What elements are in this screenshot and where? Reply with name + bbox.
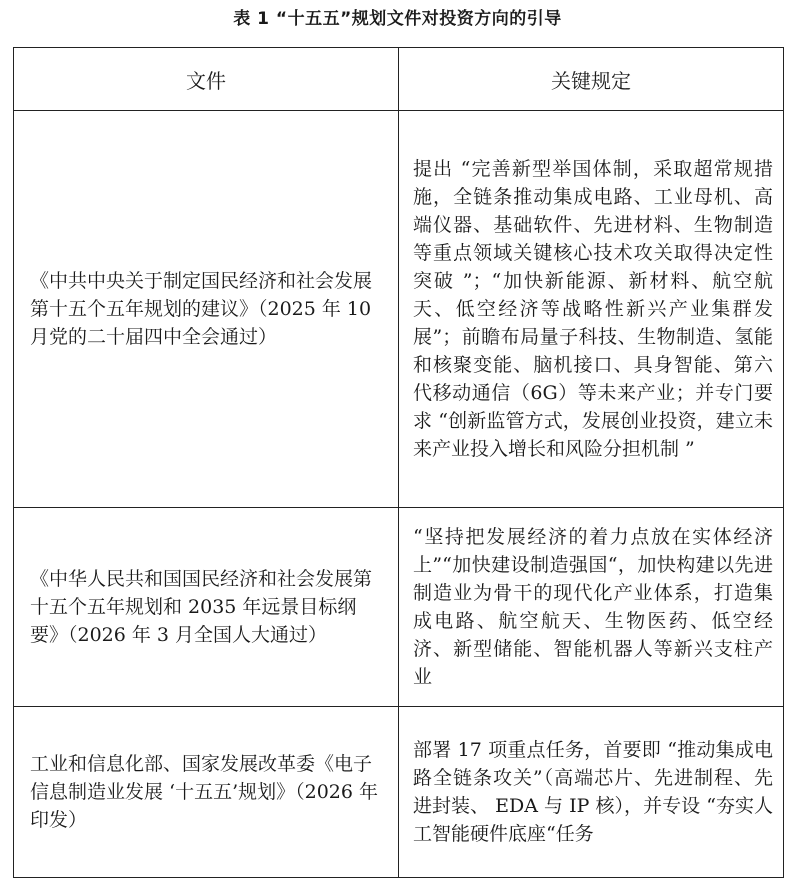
table-row (14, 111, 784, 508)
provisions-text: 部署 17 项重点任务，首要即 “推动集成电路全链条攻关”（高端芯片、先进制程、先进封装、 EDA 与 IP 核），并专设 “夯实人工智能硬件底座“任务 (413, 739, 773, 845)
document-cell: 《中华人民共和国国民经济和社会发展第十五个五年规划和 2035 年远景目标纲要》（2026 年 3 月全国人大通过） (14, 508, 399, 707)
column-header-document: 文件 (14, 48, 399, 111)
provisions-text: 提出 “完善新型举国体制，采取超常规措施，全链条推动集成电路、工业母机、高端仪器、基础软件、先进材料、生物制造等重点领域关键核心技术攻关取得决定性突破 ”；“加快新能源、新材料、航空航天、低空经济等战略性新兴产业集群发展”；前瞻布局量子科技、生物制造、氢能和核聚变能、脑机接口、具身智能、第六代移动通信（6G）等未来产业；并专门要求 “创新监管方式，发展创业投资，建立未来产业投入增长和风险分担机制 ” (413, 158, 773, 460)
provisions-cell (399, 508, 784, 707)
policy-table (13, 47, 784, 878)
provisions-cell (399, 707, 784, 878)
column-header-provisions: 关键规定 (399, 48, 784, 111)
table-header-row (14, 48, 784, 111)
document-cell: 《中共中央关于制定国民经济和社会发展第十五个五年规划的建议》（2025 年 10 月党的二十届四中全会通过） (14, 111, 399, 508)
table-row (14, 707, 784, 878)
document-cell: 工业和信息化部、国家发展改革委《电子信息制造业发展 ‘十五五’规划》（2026 年印发） (14, 707, 399, 878)
provisions-text: “坚持把发展经济的着力点放在实体经济上”“加快建设制造强国“，加快构建以先进制造业为骨干的现代化产业体系，打造集成电路、航空航天、生物医药、低空经济、新型储能、智能机器人等新兴支柱产业 (413, 526, 773, 688)
table-caption: 表 1 “十五五”规划文件对投资方向的引导 (233, 9, 562, 29)
table-row (14, 508, 784, 707)
provisions-cell (399, 111, 784, 508)
